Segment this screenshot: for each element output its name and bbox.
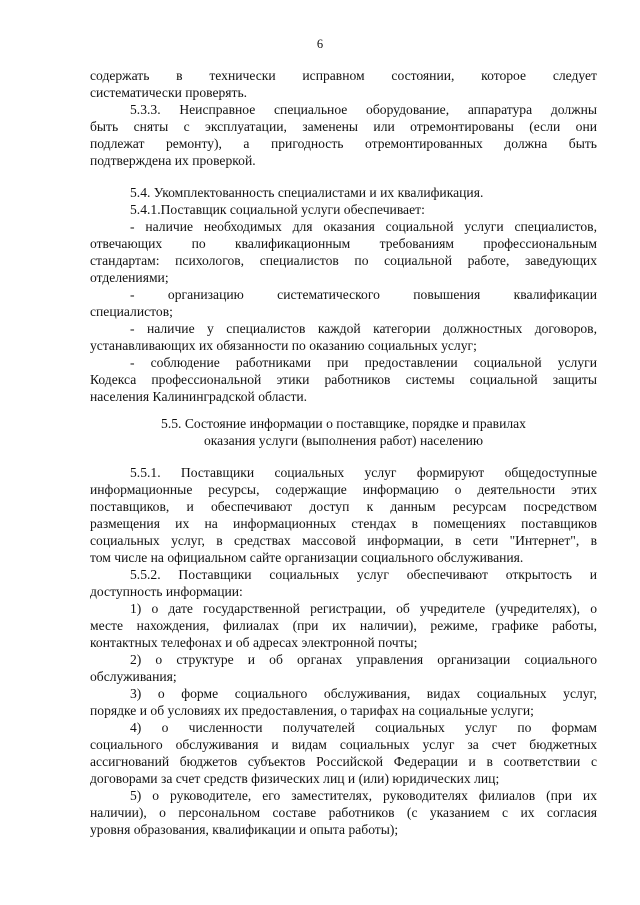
text-line: договорами за счет средств физических лиц и (или) юридических лиц; bbox=[90, 771, 500, 786]
text-line: 5.4.1.Поставщик социальной услуги обеспечивает: bbox=[130, 202, 425, 217]
text-line: 5) о руководителе, его заместителях, руководителях филиалов (при их bbox=[130, 788, 597, 803]
text-line: социального обслуживания и видам социальных услуг за счет бюджетных bbox=[90, 737, 597, 752]
text-line: содержать в технически исправном состоянии, которое следует bbox=[90, 68, 597, 83]
text-line: 4) о численности получателей социальных услуг по формам bbox=[130, 720, 597, 735]
text-line: Кодекса профессиональной этики работников системы социальной защиты bbox=[90, 372, 597, 387]
text-line: подтверждена их проверкой. bbox=[90, 153, 256, 168]
text-line: стандартам: психологов, специалистов по социальной работе, заведующих bbox=[90, 253, 597, 268]
text-line: - наличие у специалистов каждой категории должностных договоров, bbox=[130, 321, 597, 336]
text-line: 1) о дате государственной регистрации, об учредителе (учредителях), о bbox=[130, 601, 597, 616]
text-line: 5.5.1. Поставщики социальных услуг формируют общедоступные bbox=[130, 465, 597, 480]
text-line: информационные ресурсы, содержащие информацию о деятельности этих bbox=[90, 482, 597, 497]
text-line: отделениями; bbox=[90, 270, 169, 285]
text-line: устанавливающих их обязанности по оказанию социальных услуг; bbox=[90, 338, 477, 353]
text-line: 2) о структуре и об органах управления организации социального bbox=[130, 652, 597, 667]
text-line: уровня образования, квалификации и опыта работы); bbox=[90, 822, 399, 837]
text-line: - организацию систематического повышения квалификации bbox=[130, 287, 597, 302]
section-heading: 5.4. Укомплектованность специалистами и их квалификация. bbox=[130, 185, 484, 200]
text-line: контактных телефонах и об адресах электронной почты; bbox=[90, 635, 418, 650]
text-line: наличии), о персональном составе работников (с указанием с их согласия bbox=[90, 805, 597, 820]
text-line: социальных услуг, в средствах массовой информации, в сети "Интернет", в bbox=[90, 533, 597, 548]
text-line: подлежат ремонту), а пригодность отремонтированных должна быть bbox=[90, 136, 597, 151]
text-line: поставщиков, и обеспечивают доступ к данным ресурсам посредством bbox=[90, 499, 597, 514]
text-line: населения Калининградской области. bbox=[90, 389, 308, 404]
text-line: 3) о форме социального обслуживания, видах социальных услуг, bbox=[130, 686, 597, 701]
text-line: обслуживания; bbox=[90, 669, 177, 684]
text-line: отвечающих по квалификационным требованиям профессиональным bbox=[90, 236, 597, 251]
section-heading: 5.5. Состояние информации о поставщике, порядке и правилах bbox=[161, 416, 526, 431]
text-line: 5.3.3. Неисправное специальное оборудование, аппаратура должны bbox=[130, 102, 597, 117]
page-number: 6 bbox=[316, 37, 324, 51]
text-line: 5.5.2. Поставщики социальных услуг обеспечивают открытость и bbox=[130, 567, 597, 582]
text-line: порядке и об условиях их предоставления, о тарифах на социальные услуги; bbox=[90, 703, 534, 718]
text-line: специалистов; bbox=[90, 304, 173, 319]
text-line: - соблюдение работниками при предоставлении социальной услуги bbox=[130, 355, 597, 370]
text-line: - наличие необходимых для оказания социальной услуги специалистов, bbox=[130, 219, 597, 234]
text-line: доступность информации: bbox=[90, 584, 243, 599]
text-line: ассигнований бюджетов субъектов Российской Федерации и в соответствии с bbox=[90, 754, 597, 769]
text-line: том числе на официальном сайте организации социального обслуживания. bbox=[90, 550, 524, 565]
text-line: размещения их на информационных стендах в помещениях поставщиков bbox=[90, 516, 597, 531]
text-line: быть сняты с эксплуатации, заменены или отремонтированы (если они bbox=[90, 119, 597, 134]
text-line: месте нахождения, филиалах (при их наличии), режиме, графике работы, bbox=[90, 618, 597, 633]
section-heading: оказания услуги (выполнения работ) населению bbox=[203, 433, 484, 448]
text-line: систематически проверять. bbox=[90, 85, 248, 100]
